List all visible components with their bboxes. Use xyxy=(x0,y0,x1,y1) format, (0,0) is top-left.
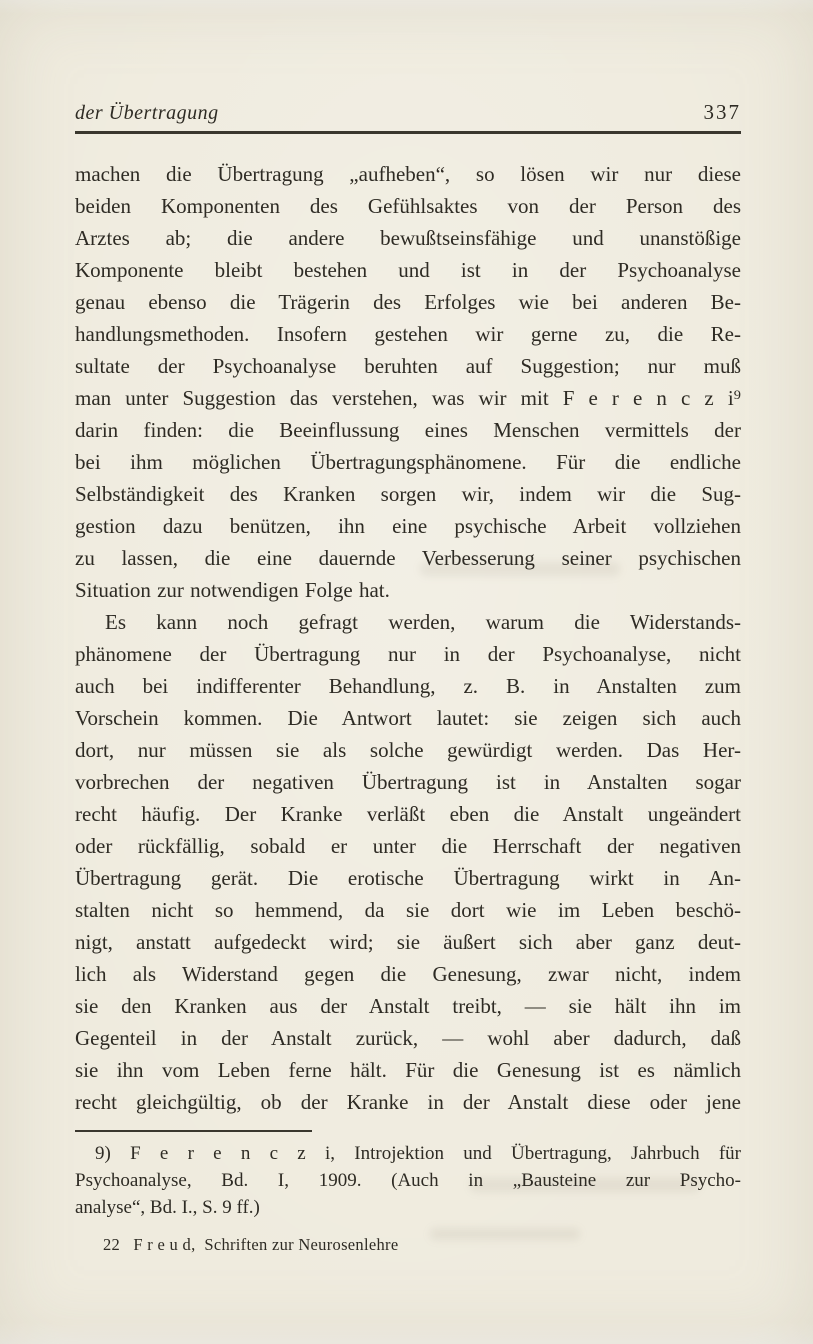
footnote-rule xyxy=(75,1130,312,1132)
body-line: handlungsmethoden. Insofern gestehen wir gerne zu, die Re- xyxy=(75,321,741,346)
body-line: vorbrechen der negativen Übertragung ist in Anstalten sogar xyxy=(75,769,741,794)
body-line: sultate der Psychoanalyse beruhten auf Suggestion; nur muß xyxy=(75,353,741,378)
footnote-line: Psychoanalyse, Bd. I, 1909. (Auch in „Bausteine zur Psycho- xyxy=(75,1169,741,1191)
body-line: Arztes ab; die andere bewußtseinsfähige und unanstößige xyxy=(75,225,741,250)
body-line: dort, nur müssen sie als solche gewürdigt werden. Das Her- xyxy=(75,737,741,762)
body-line: darin finden: die Beeinflussung eines Menschen vermittels der xyxy=(75,417,741,442)
body-line: beiden Komponenten des Gefühlsaktes von der Person des xyxy=(75,193,741,218)
page-content xyxy=(75,100,741,1255)
body-line: Selbständigkeit des Kranken sorgen wir, indem wir die Sug- xyxy=(75,481,741,506)
book-signature: 22 F r e u d, Schriften zur Neurosenlehre xyxy=(103,1234,399,1254)
body-line: sie ihn vom Leben ferne hält. Für die Genesung ist es nämlich xyxy=(75,1057,741,1082)
body-line: lich als Widerstand gegen die Genesung, zwar nicht, indem xyxy=(75,961,741,986)
body-line: Übertragung gerät. Die erotische Übertragung wirkt in An- xyxy=(75,865,741,890)
body-line: zu lassen, die eine dauernde Verbesserung seiner psychischen xyxy=(75,545,741,570)
body-line: machen die Übertragung „aufheben“, so lösen wir nur diese xyxy=(75,161,741,186)
body-line: Vorschein kommen. Die Antwort lautet: sie zeigen sich auch xyxy=(75,705,741,730)
body-line: Situation zur notwendigen Folge hat. xyxy=(75,577,390,602)
footnote-line: analyse“, Bd. I., S. 9 ff.) xyxy=(75,1196,260,1218)
body-line: Es kann noch gefragt werden, warum die Widerstands- xyxy=(105,609,741,634)
body-line: oder rückfällig, sobald er unter die Herrschaft der negativen xyxy=(75,833,741,858)
body-line: recht gleichgültig, ob der Kranke in der Anstalt diese oder jene xyxy=(75,1089,741,1114)
body-line: phänomene der Übertragung nur in der Psychoanalyse, nicht xyxy=(75,641,741,666)
header-rule xyxy=(75,131,741,134)
page-number: 337 xyxy=(703,100,741,124)
body-line: man unter Suggestion das verstehen, was wir mit F e r e n c z i⁹ xyxy=(75,385,741,410)
body-line: gestion dazu benützen, ihn eine psychische Arbeit vollziehen xyxy=(75,513,741,538)
body-text xyxy=(75,158,741,1118)
body-line: genau ebenso die Trägerin des Erfolges wie bei anderen Be- xyxy=(75,289,741,314)
body-line: sie den Kranken aus der Anstalt treibt, — sie hält ihn im xyxy=(75,993,741,1018)
body-line: stalten nicht so hemmend, da sie dort wie im Leben beschö- xyxy=(75,897,741,922)
body-line: auch bei indifferenter Behandlung, z. B. in Anstalten zum xyxy=(75,673,741,698)
body-line: bei ihm möglichen Übertragungsphänomene. Für die endliche xyxy=(75,449,741,474)
body-line: nigt, anstatt aufgedeckt wird; sie äußert sich aber ganz deut- xyxy=(75,929,741,954)
body-line: Komponente bleibt bestehen und ist in der Psychoanalyse xyxy=(75,257,741,282)
footnote xyxy=(75,1140,741,1221)
footnote-line: 9) F e r e n c z i, Introjektion und Übertragung, Jahrbuch für xyxy=(95,1142,741,1164)
running-header xyxy=(75,100,741,125)
body-line: Gegenteil in der Anstalt zurück, — wohl aber dadurch, daß xyxy=(75,1025,741,1050)
running-title: der Übertragung xyxy=(75,102,219,124)
body-line: recht häufig. Der Kranke verläßt eben die Anstalt ungeändert xyxy=(75,801,741,826)
